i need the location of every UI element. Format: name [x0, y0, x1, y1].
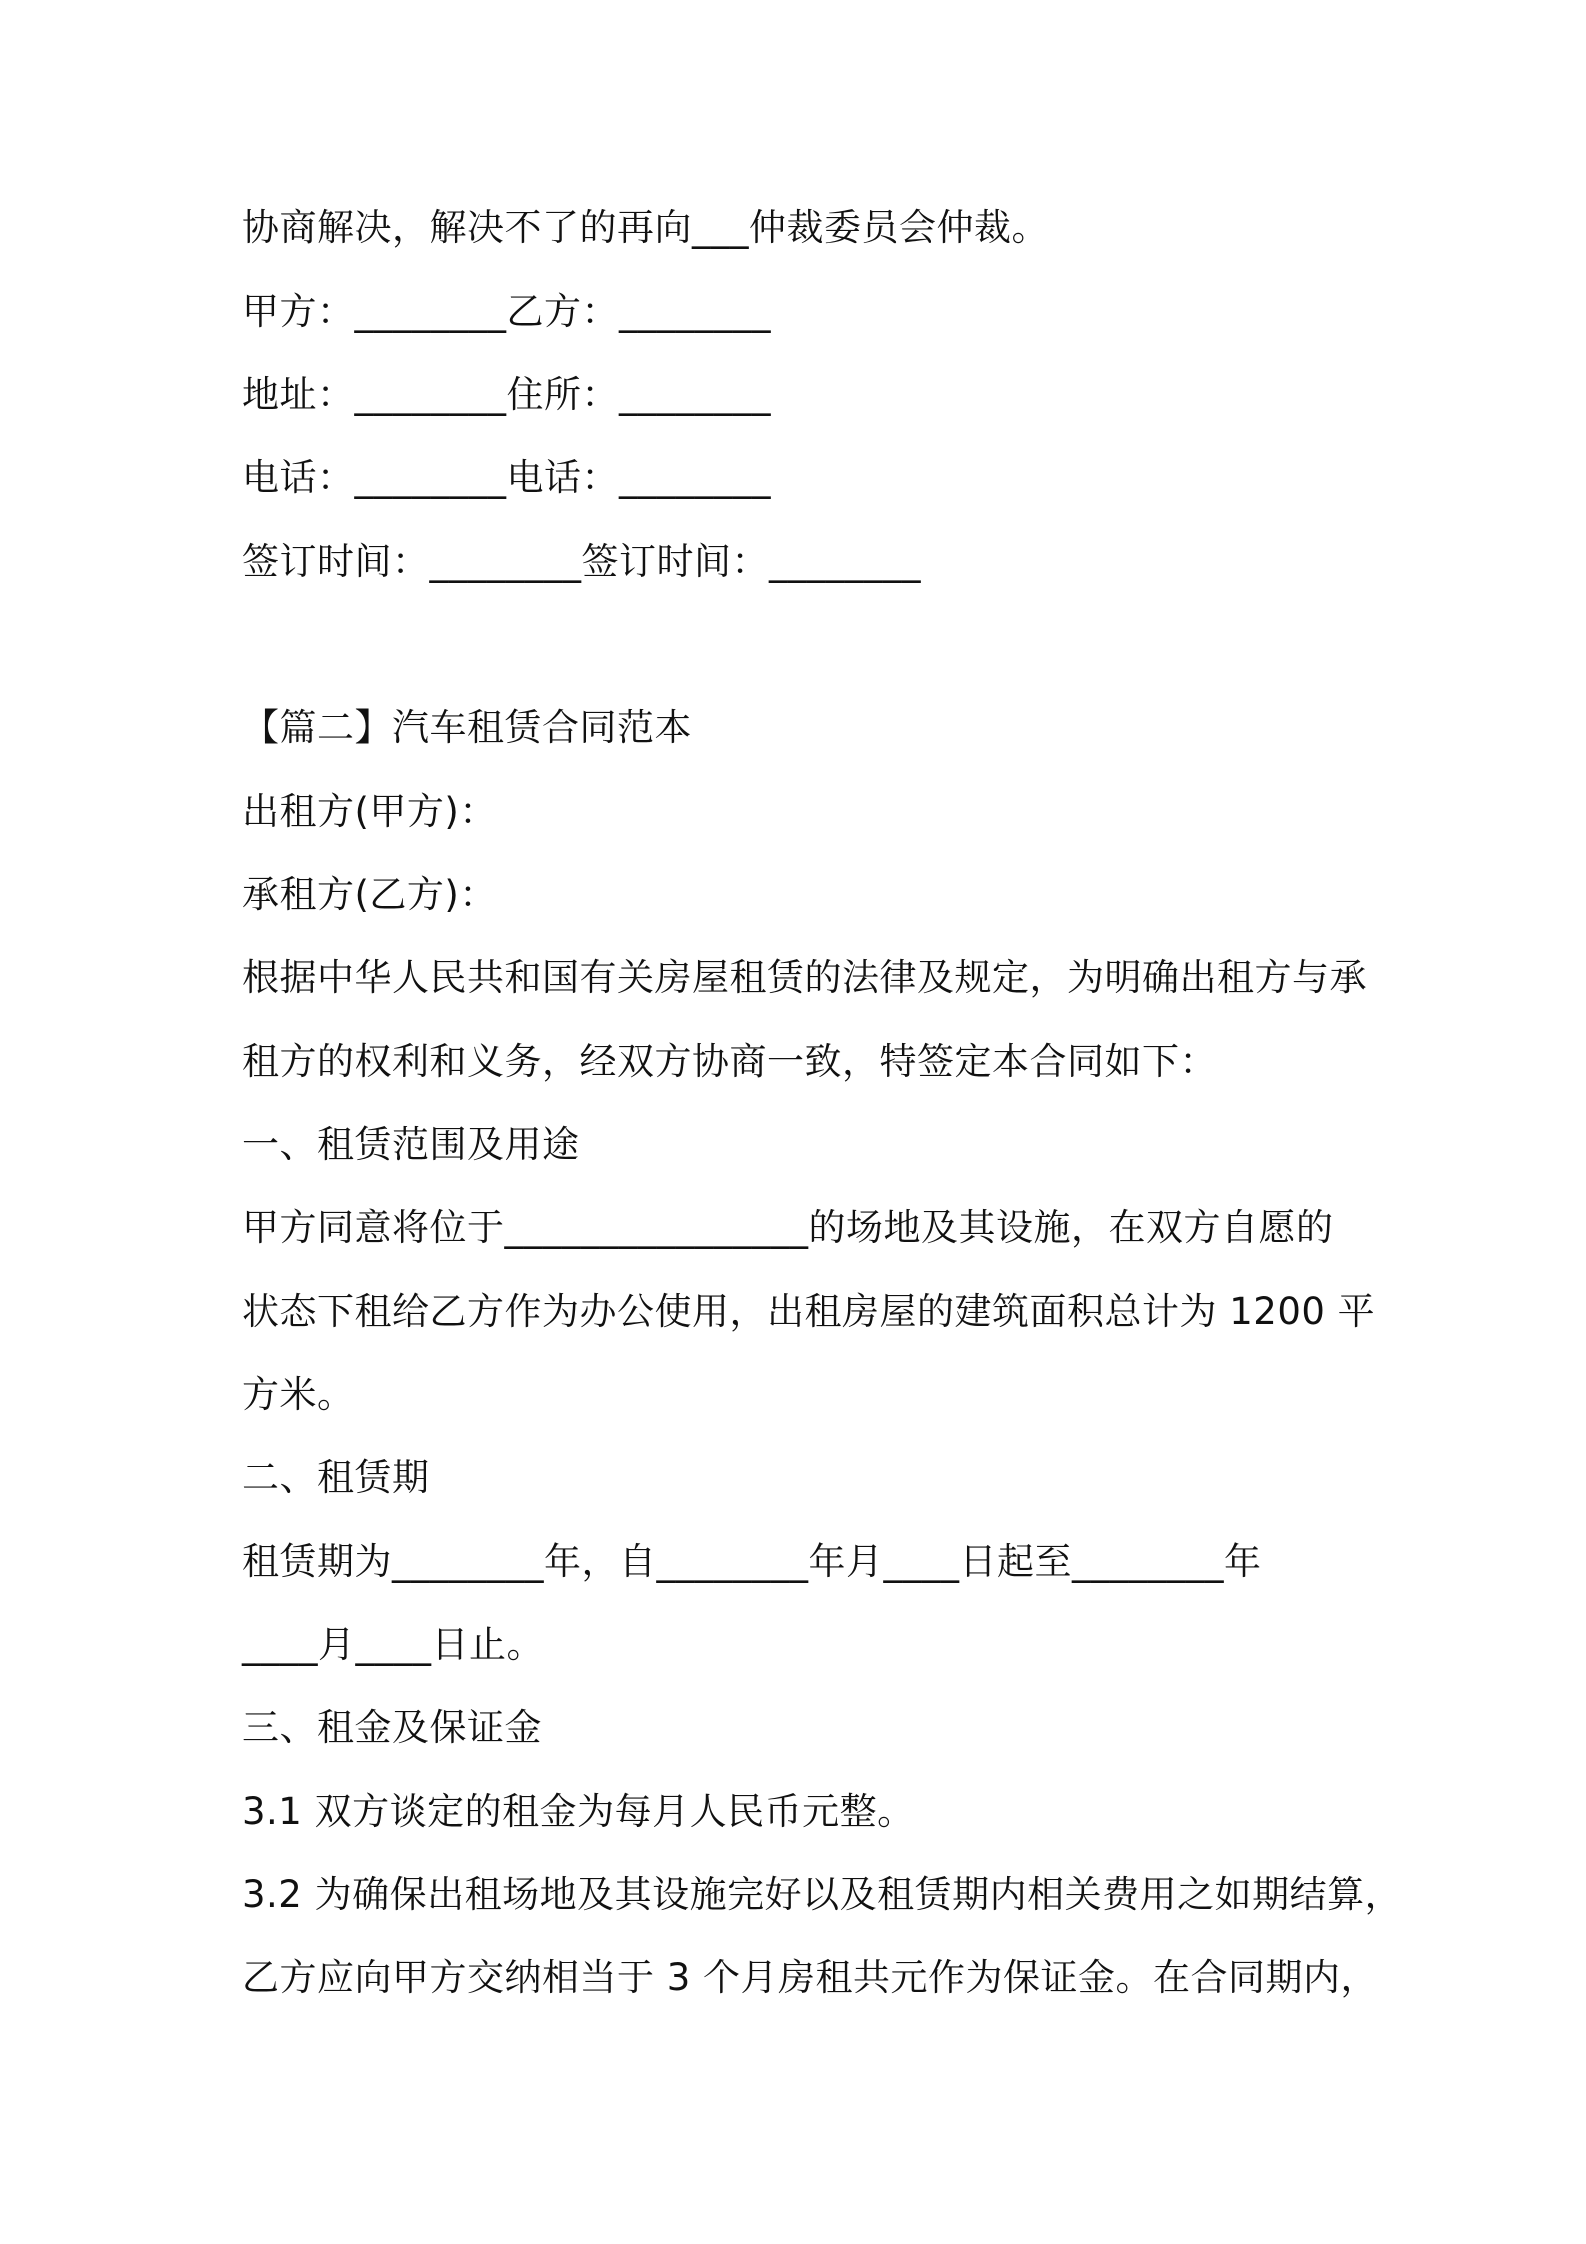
section-title: 【篇二】汽车租赁合同范本	[242, 706, 692, 749]
text-line-lessor: 出租方(甲方)：	[242, 790, 497, 833]
text-line-scope-1: 甲方同意将位于________________的场地及其设施，在双方自愿的	[242, 1206, 1334, 1249]
text-line-lessee: 承租方(乙方)：	[242, 873, 497, 916]
text-line-preamble-2: 租方的权利和义务，经双方协商一致，特签定本合同如下：	[242, 1040, 1217, 1083]
text-line-arbitration: 协商解决，解决不了的再向___仲裁委员会仲裁。	[242, 206, 1049, 249]
heading-rent-and-deposit: 三、租金及保证金	[242, 1706, 542, 1749]
text-line-signing-dates: 签订时间：________签订时间：________	[242, 540, 921, 583]
heading-scope-and-use: 一、租赁范围及用途	[242, 1123, 580, 1166]
text-line-scope-2: 状态下租给乙方作为办公使用，出租房屋的建筑面积总计为 1200 平	[242, 1290, 1376, 1333]
text-line-deposit-3-2-a: 3.2 为确保出租场地及其设施完好以及租赁期内相关费用之如期结算，	[242, 1873, 1403, 1916]
text-line-addresses: 地址：________住所：________	[242, 373, 771, 416]
text-line-phones: 电话：________电话：________	[242, 456, 771, 499]
text-line-preamble-1: 根据中华人民共和国有关房屋租赁的法律及规定，为明确出租方与承	[242, 956, 1367, 999]
text-line-term-1: 租赁期为________年，自________年月____日起至________年	[242, 1540, 1262, 1583]
text-line-scope-3: 方米。	[242, 1373, 355, 1416]
text-line-rent-3-1: 3.1 双方谈定的租金为每月人民币元整。	[242, 1790, 915, 1833]
text-line-party-names: 甲方：________乙方：________	[242, 290, 771, 333]
heading-lease-term: 二、租赁期	[242, 1456, 430, 1499]
text-line-term-2: ____月____日止。	[242, 1623, 544, 1666]
text-line-deposit-3-2-b: 乙方应向甲方交纳相当于 3 个月房租共元作为保证金。在合同期内，	[242, 1956, 1379, 1999]
